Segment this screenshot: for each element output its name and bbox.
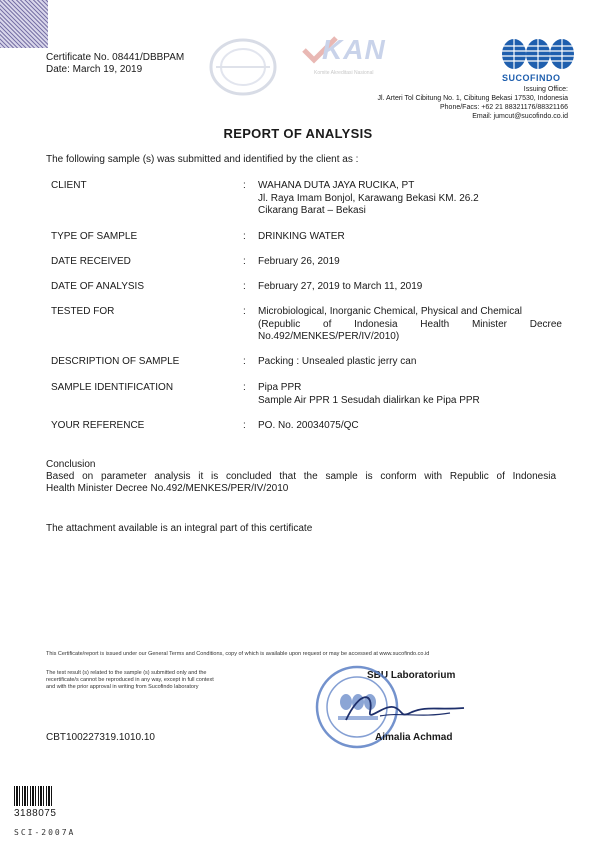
analysis-label: DATE OF ANALYSIS <box>51 281 144 292</box>
attachment-note: The attachment available is an integral part of this certificate <box>46 523 313 534</box>
report-title: REPORT OF ANALYSIS <box>223 126 373 141</box>
client-address: Jl. Raya Imam Bonjol, Karawang Bekasi KM. 26.2 <box>258 192 479 204</box>
description-value: Packing : Unsealed plastic jerry can <box>258 356 417 367</box>
signature-unit: SBU Laboratorium <box>367 670 456 681</box>
office-label: Issuing Office: <box>523 86 568 93</box>
identification-label: SAMPLE IDENTIFICATION <box>51 382 174 393</box>
office-address: Jl. Arteri Tol Cibitung No. 1, Cibitung Bekasi 17530, Indonesia <box>377 95 568 102</box>
client-city: Cikarang Barat – Bekasi <box>258 205 366 216</box>
intro-text: The following sample (s) was submitted and identified by the client as : <box>46 154 359 165</box>
office-phone: Phone/Facs: +62 21 88321176/88321166 <box>440 104 568 111</box>
type-label: TYPE OF SAMPLE <box>51 231 138 242</box>
colon: : <box>243 306 246 317</box>
sucofindo-globe-icon <box>500 36 576 72</box>
security-pattern <box>0 0 48 48</box>
received-label: DATE RECEIVED <box>51 256 131 267</box>
description-label: DESCRIPTION OF SAMPLE <box>51 356 180 367</box>
colon: : <box>243 231 246 242</box>
reference-value: PO. No. 20034075/QC <box>258 420 359 431</box>
barcode-number: 3188075 <box>14 808 57 819</box>
reference-label: YOUR REFERENCE <box>51 420 145 431</box>
tested-label: TESTED FOR <box>51 306 115 317</box>
type-value: DRINKING WATER <box>258 231 345 242</box>
office-email: Email: jumcut@sucofindo.co.id <box>472 113 568 120</box>
issuing-office <box>248 85 568 121</box>
analysis-value: February 27, 2019 to March 11, 2019 <box>258 281 423 292</box>
client-value <box>258 180 479 218</box>
sucofindo-brand: SUCOFINDO <box>502 73 561 83</box>
colon: : <box>243 256 246 267</box>
kan-subtitle: Komite Akreditasi Nasional <box>314 70 374 76</box>
terms-line-0: This Certificate/report is issued under our General Terms and Conditions, copy of which is available upon request or may be accessed at www.sucofindo.co.id <box>46 651 430 657</box>
tested-line-1: Microbiological, Inorganic Chemical, Physical and Chemical <box>258 306 523 317</box>
certificate-number: Certificate No. 08441/DBBPAM <box>46 52 185 63</box>
barcode <box>14 786 52 806</box>
tested-value <box>258 306 562 344</box>
document-code: CBT100227319.1010.10 <box>46 732 155 743</box>
client-name: WAHANA DUTA JAYA RUCIKA, PT <box>258 180 415 191</box>
received-value: February 26, 2019 <box>258 256 340 267</box>
colon: : <box>243 281 246 292</box>
terms-line-3: and with the prior approval in writing from Sucofindo laboratory <box>46 684 199 690</box>
kan-logo-text: KAN <box>322 34 386 65</box>
conclusion-line-1: Based on parameter analysis it is concluded that the sample is conform with Republic of Indonesia <box>46 471 556 482</box>
tested-line-2: (Republic of Indonesia Health Minister Decree <box>258 318 562 330</box>
conclusion-line-2: Health Minister Decree No.492/MENKES/PER/IV/2010 <box>46 483 289 494</box>
terms-line-1: The test result (s) related to the sample (s) submitted only and the <box>46 670 207 676</box>
terms-block <box>46 670 266 691</box>
colon: : <box>243 180 246 191</box>
form-code: SCI-2007A <box>14 828 76 837</box>
terms-line-2: recertificate/s cannot be reproduced in any way, except in full context <box>46 677 214 683</box>
signatory-name: Aimalia Achmad <box>375 732 453 743</box>
identification-line-2: Sample Air PPR 1 Sesudah dialirkan ke Pipa PPR <box>258 394 480 406</box>
tested-line-3: No.492/MENKES/PER/IV/2010) <box>258 331 400 342</box>
colon: : <box>243 382 246 393</box>
identification-line-1: Pipa PPR <box>258 382 302 393</box>
conclusion-heading: Conclusion <box>46 459 96 470</box>
client-label: CLIENT <box>51 180 87 191</box>
handwritten-signature <box>340 682 470 730</box>
colon: : <box>243 356 246 367</box>
identification-value <box>258 382 480 407</box>
certificate-date: Date: March 19, 2019 <box>46 64 143 75</box>
colon: : <box>243 420 246 431</box>
